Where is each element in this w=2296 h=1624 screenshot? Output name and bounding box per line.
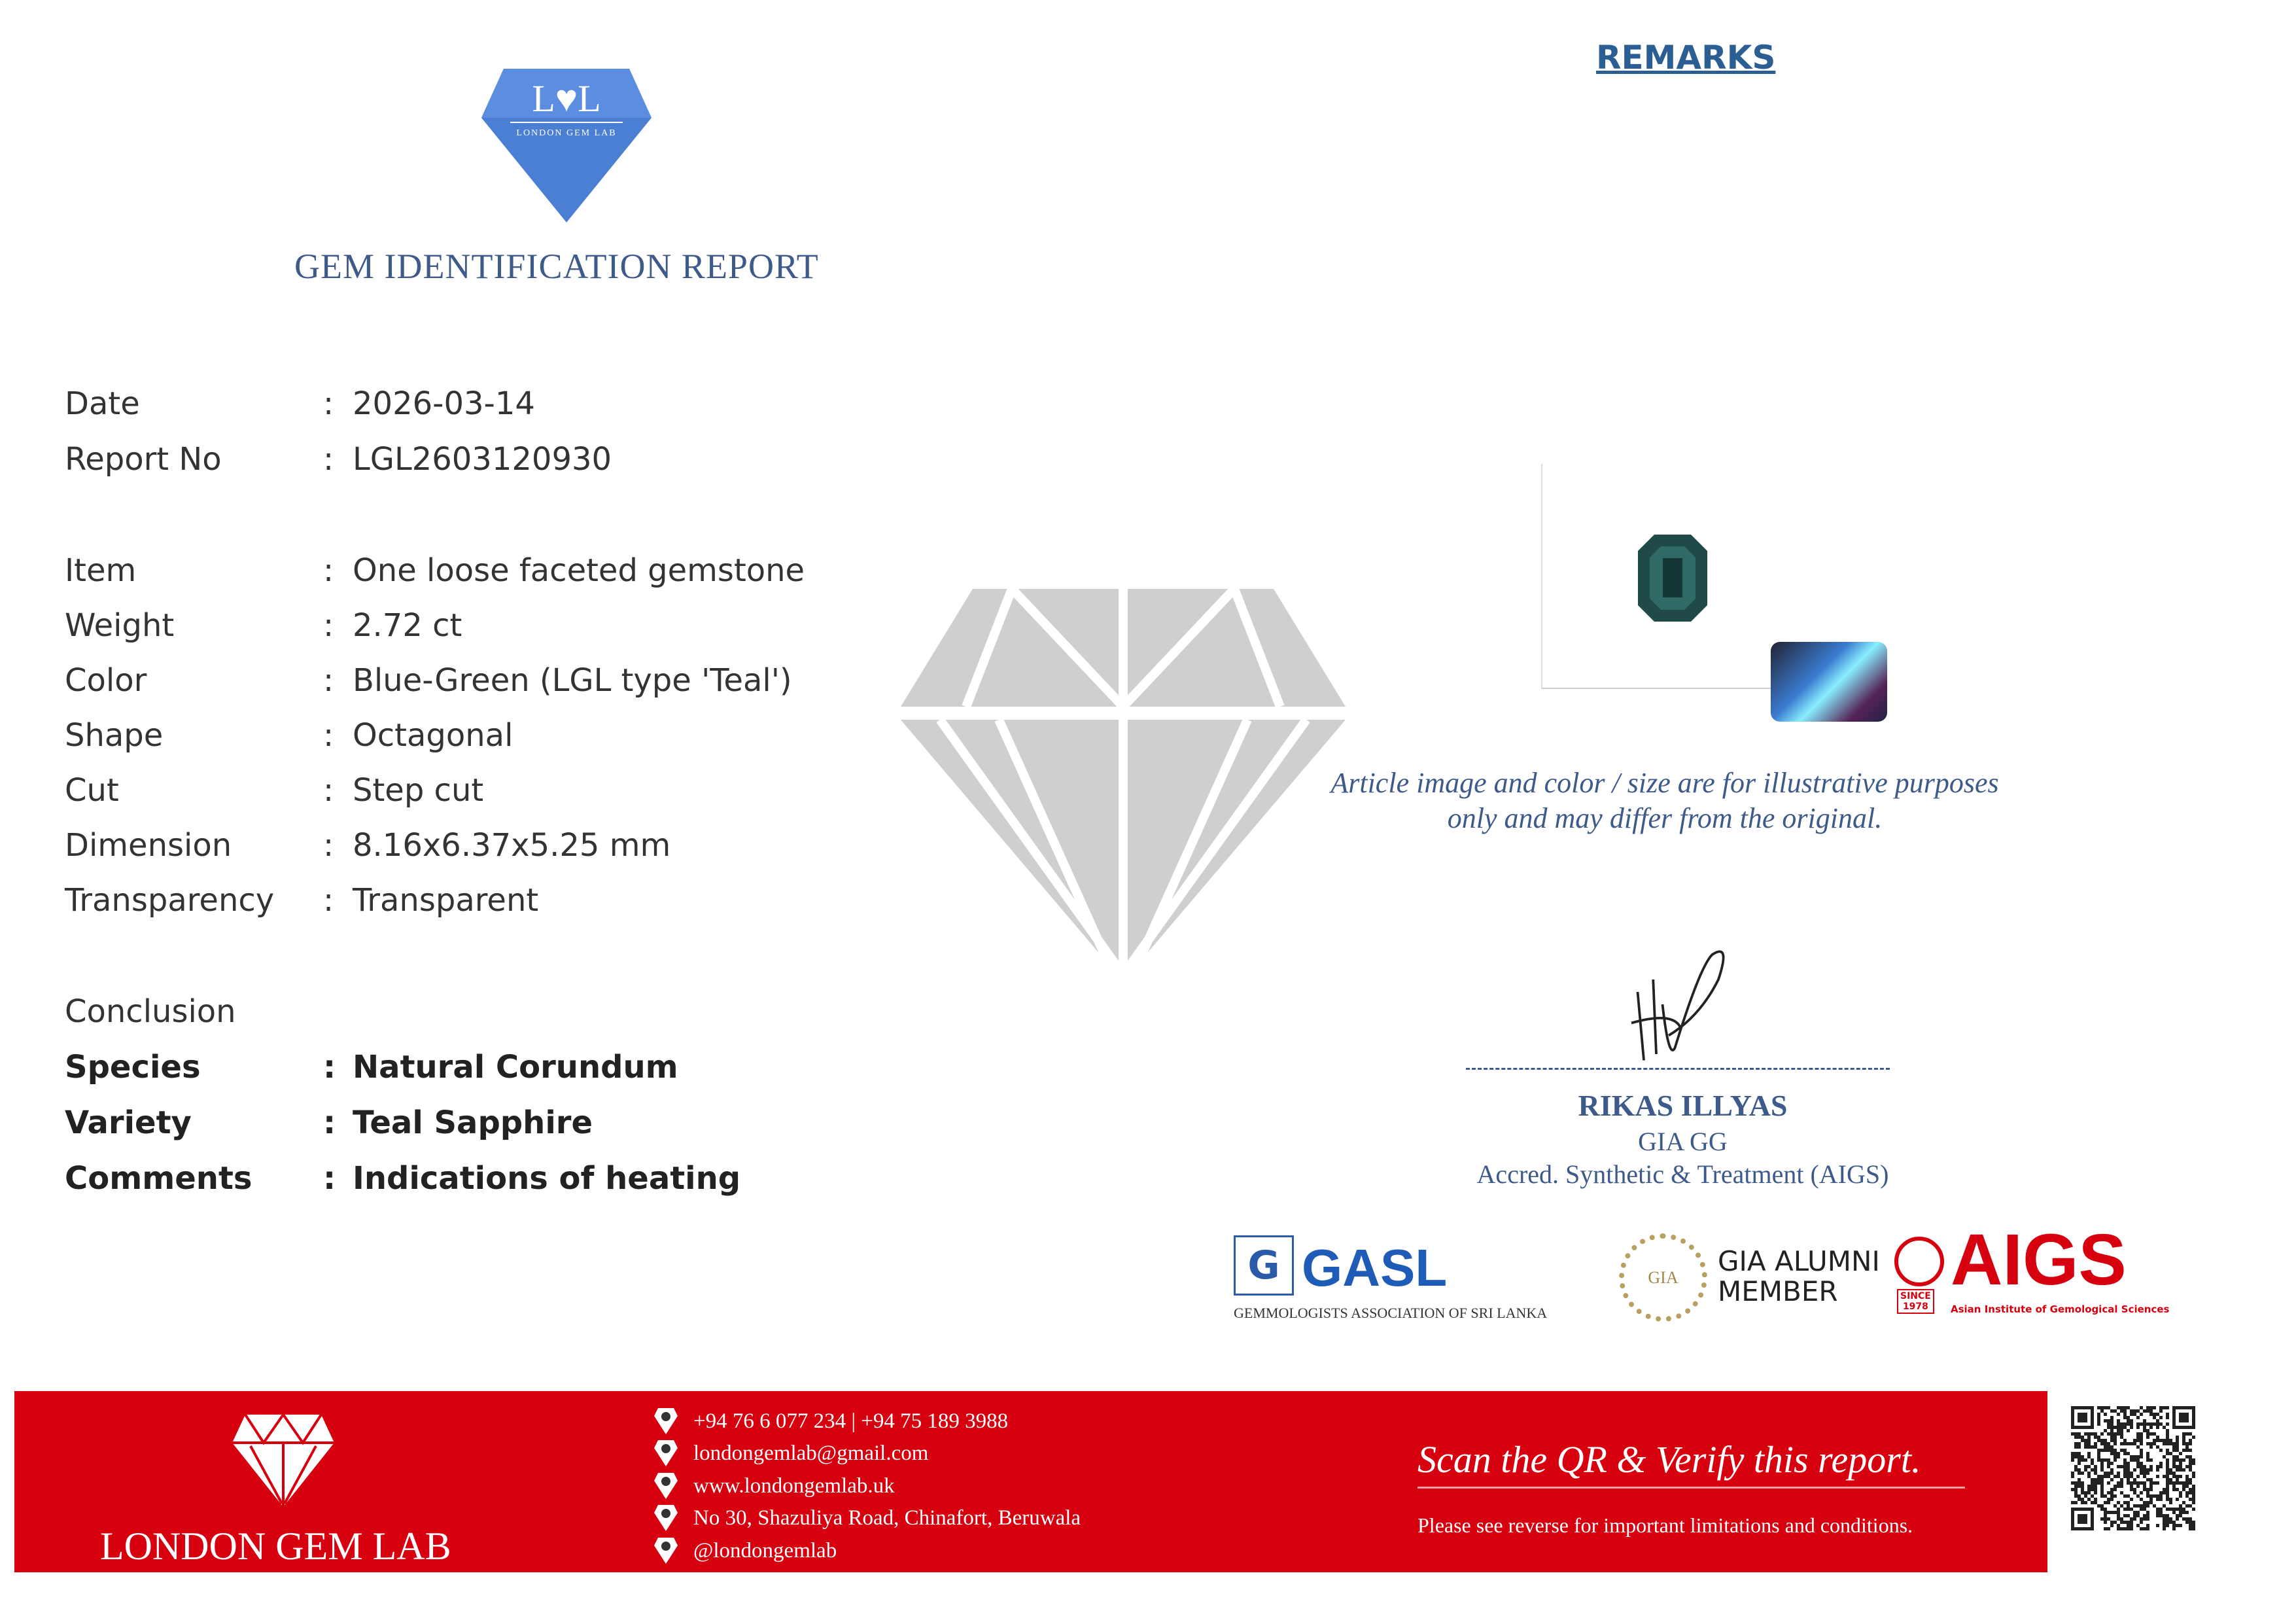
- field-value: Transparent: [353, 882, 539, 919]
- verification-qr-code[interactable]: [2071, 1406, 2195, 1530]
- colon: :: [323, 1104, 336, 1141]
- aigs-since-badge: [1897, 1289, 1934, 1314]
- field-value: 2026-03-14: [353, 385, 535, 422]
- mail-icon: [653, 1439, 679, 1468]
- verify-prompt: Scan the QR & Verify this report.: [1418, 1438, 1921, 1481]
- contact-mail[interactable]: londongemlab@gmail.com: [693, 1441, 929, 1465]
- aigs-since-label: SINCE: [1900, 1291, 1931, 1301]
- report-title: GEM IDENTIFICATION REPORT: [294, 247, 819, 286]
- gasl-logo: GASL: [1302, 1239, 1448, 1297]
- field-value: Teal Sapphire: [353, 1104, 593, 1141]
- signatory-title: GIA GG: [1638, 1127, 1728, 1156]
- colon: :: [323, 717, 334, 754]
- diamond-watermark-icon: [901, 589, 1346, 981]
- field-label: Comments: [65, 1160, 252, 1197]
- field-label: Variety: [65, 1104, 192, 1141]
- field-value: Natural Corundum: [353, 1049, 678, 1086]
- verify-underline: [1418, 1487, 1965, 1489]
- caption-line-2: only and may differ from the original.: [1447, 802, 1883, 834]
- aigs-fullname: Asian Institute of Gemological Sciences: [1951, 1303, 2170, 1315]
- remarks-heading: REMARKS: [1596, 39, 1776, 77]
- gasl-fullname: GEMMOLOGISTS ASSOCIATION OF SRI LANKA: [1234, 1305, 1548, 1321]
- colon: :: [323, 607, 334, 644]
- colon: :: [323, 552, 334, 589]
- conclusion-heading: Conclusion: [65, 993, 236, 1030]
- svg-text:L♥L: L♥L: [532, 77, 601, 120]
- gasl-emblem-icon: G: [1234, 1235, 1294, 1296]
- colon: :: [323, 1049, 336, 1086]
- field-label: Transparency: [65, 882, 275, 919]
- field-value: 8.16x6.37x5.25 mm: [353, 827, 671, 864]
- image-disclaimer: [1308, 766, 2021, 836]
- field-value: Blue-Green (LGL type 'Teal'): [353, 662, 792, 699]
- gia-member-text: MEMBER: [1718, 1275, 1838, 1307]
- field-label: Species: [65, 1049, 201, 1086]
- svg-text:LONDON GEM LAB: LONDON GEM LAB: [516, 128, 617, 138]
- gia-seal-icon: GIA: [1619, 1233, 1707, 1322]
- signature-line: [1466, 1068, 1890, 1070]
- field-label: Cut: [65, 772, 119, 809]
- lgl-logo: [478, 62, 655, 226]
- contact-social[interactable]: @londongemlab: [693, 1539, 837, 1562]
- colon: :: [323, 441, 334, 478]
- colon: :: [323, 827, 334, 864]
- signatory-accreditation: Accred. Synthetic & Treatment (AIGS): [1476, 1159, 1889, 1189]
- hologram-seal: [1771, 642, 1887, 722]
- field-label: Weight: [65, 607, 175, 644]
- footer-diamond-logo-icon: [231, 1413, 336, 1508]
- field-label: Item: [65, 552, 137, 589]
- contact-phone[interactable]: +94 76 6 077 234 | +94 75 189 3988: [693, 1409, 1009, 1433]
- field-label: Report No: [65, 441, 222, 478]
- colon: :: [323, 1160, 336, 1197]
- field-value: Octagonal: [353, 717, 513, 754]
- field-label: Color: [65, 662, 147, 699]
- field-label: Shape: [65, 717, 164, 754]
- social-icon: [653, 1536, 679, 1565]
- colon: :: [323, 772, 334, 809]
- phone-icon: [653, 1407, 679, 1436]
- field-value: Step cut: [353, 772, 484, 809]
- aigs-since-year: 1978: [1902, 1301, 1928, 1312]
- gemstone-image: [1638, 535, 1707, 622]
- contact-globe[interactable]: www.londongemlab.uk: [693, 1474, 895, 1498]
- contact-location[interactable]: No 30, Shazuliya Road, Chinafort, Beruwala: [693, 1506, 1081, 1530]
- field-label: Date: [65, 385, 140, 422]
- aigs-emblem-icon: [1894, 1237, 1944, 1286]
- footer-disclaimer: Please see reverse for important limitations and conditions.: [1418, 1513, 1913, 1537]
- field-value: LGL2603120930: [353, 441, 612, 478]
- gia-alumni-text: GIA ALUMNI: [1718, 1245, 1880, 1277]
- location-icon: [653, 1504, 679, 1532]
- footer-brand: LONDON GEM LAB: [100, 1525, 451, 1568]
- colon: :: [323, 385, 334, 422]
- colon: :: [323, 882, 334, 919]
- aigs-logo: AIGS: [1951, 1220, 2127, 1300]
- field-value: 2.72 ct: [353, 607, 462, 644]
- caption-line-1: Article image and color / size are for illustrative purposes: [1331, 767, 1999, 799]
- field-label: Dimension: [65, 827, 232, 864]
- colon: :: [323, 662, 334, 699]
- field-value: Indications of heating: [353, 1160, 741, 1197]
- signature: [1622, 942, 1740, 1067]
- signatory-name: RIKAS ILLYAS: [1578, 1089, 1788, 1122]
- globe-icon: [653, 1472, 679, 1500]
- field-value: One loose faceted gemstone: [353, 552, 805, 589]
